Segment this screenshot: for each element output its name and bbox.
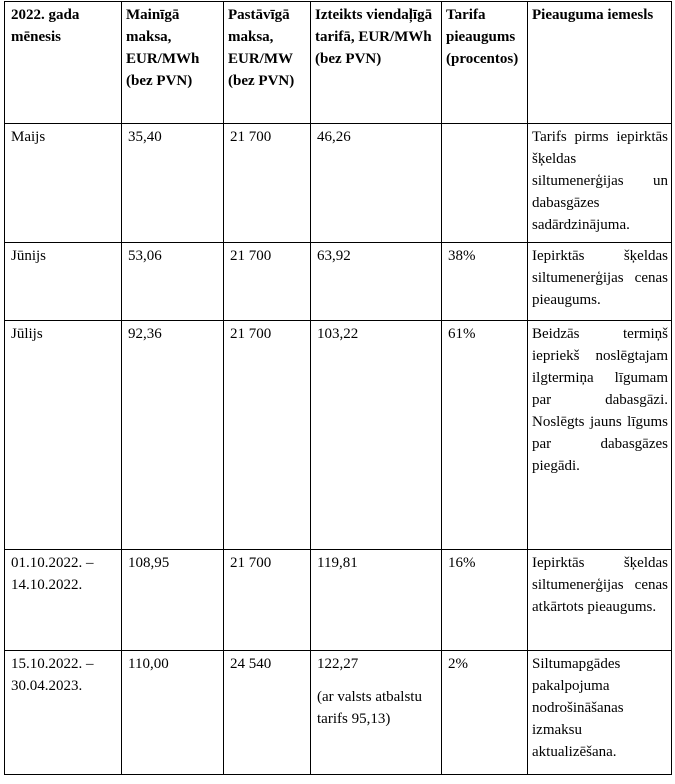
cell-reason: Iepirktās šķeldas siltumenerģijas cenas atkārtots pieaugums.	[528, 550, 672, 651]
cell-fixed-charge: 24 540	[224, 651, 311, 775]
cell-variable-charge: 35,40	[122, 124, 224, 243]
cell-single-part-tariff	[311, 321, 442, 550]
header-month: 2022. gada mēnesis	[5, 2, 122, 124]
cell-reason: Beidzās termiņš iepriekš noslēgtajam ilgtermiņa līgumam par dabasgāzi. Noslēgts jauns līgums par dabasgāzes piegādi.	[528, 321, 672, 550]
single-tariff-value: 122,27	[317, 656, 359, 672]
state-support-note: (ar valsts atbalstu tarifs 95,13)	[317, 689, 422, 727]
header-increase-reason: Pieauguma iemesls	[528, 2, 672, 124]
table-row	[5, 651, 672, 775]
cell-fixed-charge: 21 700	[224, 550, 311, 651]
cell-fixed-charge: 21 700	[224, 124, 311, 243]
cell-period: Maijs	[5, 124, 122, 243]
cell-fixed-charge: 21 700	[224, 321, 311, 550]
cell-reason: Tarifs pirms iepirktās šķeldas siltumenerģijas un dabasgāzes sadārdzinājuma.	[528, 124, 672, 243]
table-header-row	[5, 2, 672, 124]
table-row	[5, 321, 672, 550]
header-tariff-increase: Tarifa pieaugums (procentos)	[442, 2, 528, 124]
table-row	[5, 124, 672, 243]
cell-variable-charge: 110,00	[122, 651, 224, 775]
cell-single-part-tariff	[311, 550, 442, 651]
header-variable-charge: Mainīgā maksa, EUR/MWh (bez PVN)	[122, 2, 224, 124]
cell-variable-charge: 92,36	[122, 321, 224, 550]
header-fixed-charge: Pastāvīgā maksa, EUR/MW (bez PVN)	[224, 2, 311, 124]
tariff-table	[4, 1, 672, 775]
cell-single-part-tariff	[311, 124, 442, 243]
single-tariff-value: 103,22	[317, 326, 359, 342]
cell-variable-charge: 108,95	[122, 550, 224, 651]
cell-single-part-tariff	[311, 243, 442, 321]
cell-period: 15.10.2022. – 30.04.2023.	[5, 651, 122, 775]
cell-period: Jūnijs	[5, 243, 122, 321]
cell-reason: Iepirktās šķeldas siltumenerģijas cenas pieaugums.	[528, 243, 672, 321]
cell-increase: 16%	[442, 550, 528, 651]
cell-period: 01.10.2022. – 14.10.2022.	[5, 550, 122, 651]
cell-increase: 61%	[442, 321, 528, 550]
cell-increase: 2%	[442, 651, 528, 775]
cell-fixed-charge: 21 700	[224, 243, 311, 321]
single-tariff-value: 46,26	[317, 129, 351, 145]
cell-increase	[442, 124, 528, 243]
cell-single-part-tariff	[311, 651, 442, 775]
table-row	[5, 243, 672, 321]
cell-reason: Siltumapgādes pakalpojuma nodrošināšanas izmaksu aktualizēšana.	[528, 651, 672, 775]
single-tariff-value: 119,81	[317, 555, 358, 571]
header-single-part-tariff: Izteikts viendaļīgā tarifā, EUR/MWh (bez PVN)	[311, 2, 442, 124]
cell-period: Jūlijs	[5, 321, 122, 550]
cell-increase: 38%	[442, 243, 528, 321]
single-tariff-value: 63,92	[317, 248, 351, 264]
cell-variable-charge: 53,06	[122, 243, 224, 321]
table-row	[5, 550, 672, 651]
